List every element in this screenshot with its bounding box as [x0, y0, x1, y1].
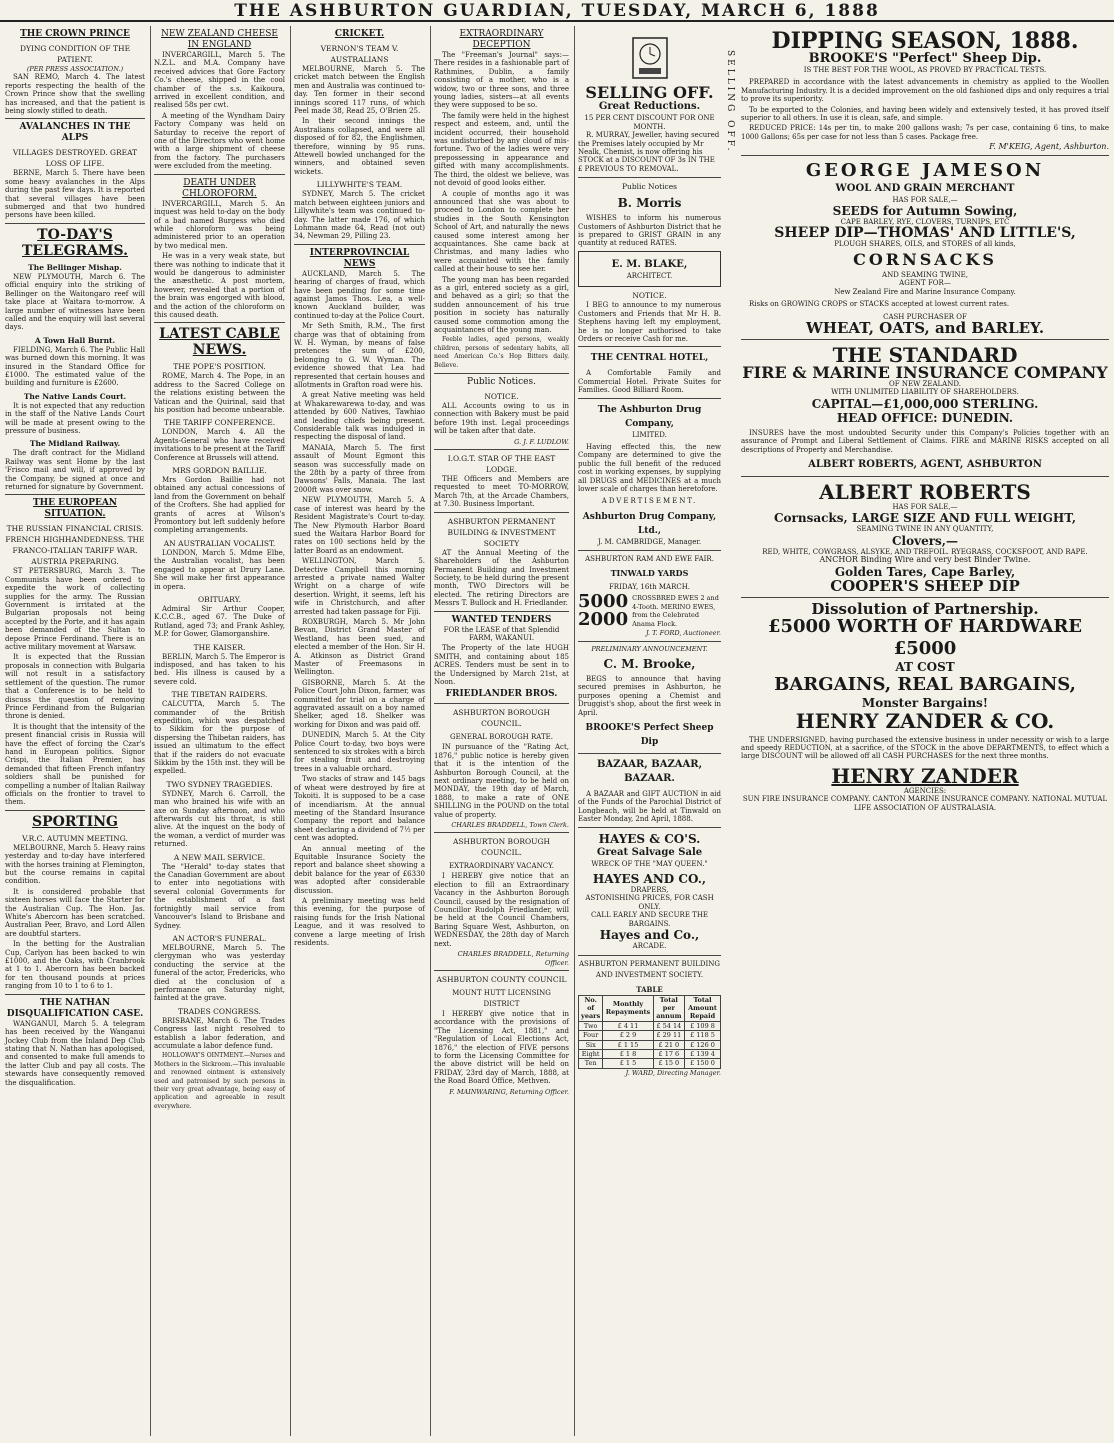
article-european: ST PETERSBURG, March 3. The Communists have been ordered to expedite the work of collecting supplies for the army. The Russian Government is irritated at the Bulgarian proposals not being accepted by the Porte, and it has again been demanded of the Sultan to depose Prince Ferdinand. There is an active military movement at Warsaw. [5, 567, 145, 652]
borough-council-2: ASHBURTON BOROUGH COUNCIL. [453, 837, 550, 858]
bargains: BARGAINS, REAL BARGAINS, [774, 673, 1076, 695]
murray-body: R. MURRAY, Jeweller, having secured the Premises lately occupied by Mr Nealk, Chemist, is now offering his STOCK at a DISCOUNT OF 3s IN THE £ PREVIOUS TO REMOVAL. [578, 131, 720, 173]
tenders-sig: FRIEDLANDER BROS. [445, 689, 558, 700]
hardware: £5000 WORTH OF HARDWARE £5000 [767, 615, 1083, 659]
drug-limited: LIMITED. [632, 430, 667, 439]
article-crown-prince: SAN REMO, March 4. The latest reports respecting the health of the Crown Prince show that the swelling has increased, and that the patient is being slowly stifled to death. [5, 73, 145, 116]
dip-sig: F. M'KEIG, Agent, Ashburton. [989, 142, 1109, 152]
headline-baillie: MRS GORDON BAILLIE. [172, 466, 267, 476]
table-cell: £ 54 14 [653, 1021, 684, 1030]
ram-ewe-fair: ASHBURTON RAM AND EWE FAIR. [585, 555, 714, 564]
table-row [579, 1049, 721, 1058]
call-early: CALL EARLY AND SECURE THE BARGAINS. [590, 911, 709, 928]
at-cost: AT COST [895, 659, 955, 674]
borough-2-sig: CHARLES BRADDELL, Returning Officer. [457, 950, 569, 967]
table-cell: £ 139 4 [685, 1049, 721, 1058]
hayes-arcade: Hayes and Co., [599, 928, 700, 943]
perm-sig: J. WARD, Directing Manager. [625, 1068, 721, 1077]
roberts-sale: HAS FOR SALE,— [892, 502, 958, 511]
headline-mail-service: A NEW MAIL SERVICE. [173, 852, 266, 862]
selling-off-title: SELLING OFF. [585, 83, 714, 103]
article-avalanches: BERNE, March 5. There have been some heavy avalanches in the Alps during the past few days. It is reported that several villages have been submerged and that two hundred persons have been killed. [5, 169, 145, 220]
county-sig: F. MAINWARING, Returning Officer. [449, 1087, 569, 1096]
risks: Risks on GROWING CROPS or STACKS accepted at lowest current rates. [749, 300, 1010, 309]
headline-todays-telegrams: TO-DAY'S TELEGRAMS. [21, 226, 129, 259]
table-header: Total per annum [653, 995, 684, 1021]
column-4: EXTRAORDINARY DECEPTION The "Freeman's Journal" says:—There resides in a fashionable part of Rathmines, Dublin, a family consisting of a mother, who is a widow, two or three sons, and three young ladies, sisters—at all events they were supposed to be so. The family were held in the highest respect and esteem, and, until the incident occurred, their household was undisturbed by any cloud of mis-fortune. Two of the ladies were very prepossessing in appearance and gifted with many accomplishments. The third, the oldest we believe, was not devoid of good looks either. A couple of months ago it was announced that she was about to proceed to London to complete her studies in the South Kensington School of Art, and naturally the news caused some interest among her acquaintances. She came back at Christmas, and many ladies who were acquainted with the family called at their house to see her. The young man has been regarded as a girl, entered society as a girl, and behaved as a girl; so that the sudden announcement of his true position in society has naturally caused some commotion among the acquaintances of the young man. Feeble ladies, aged persons, weakly children, persons of sedentary habits, all need American Co.'s Hop Bitters daily. Believe. Public Notices. NOTICE. ALL Accounts owing to us in connection with Bakery must be paid before 19th inst. Legal proceedings will be taken after that date. G. J. F. LUDLOW. I.O.G.T. STAR OF THE EAST LODGE. THE Officers and Members are requested to meet TO-MORROW, March 7th, at the Arcade Chambers, at 7.30. Business Important. ASHBURTON PERMANENT BUILDING & INVESTMENT SOCIETY AT the Annual Meeting of the Shareholders of the Ashburton Permanent Building and Investment Society, to be held during the present month, TWO Directors will be elected. The retiring Directors are Messrs T. Bullock and H. Friedlander. WANTED TENDERS FOR the LEASE of that Splendid FARM, WAKANUI. The Property of the late HUGH SMITH, and containing about 185 ACRES. Tenders must be sent in to the Undersigned by March 21st, at Noon. FRIEDLANDER BROS. ASHBURTON BOROUGH COUNCIL. GENERAL BOROUGH RATE. IN pursuance of the "Rating Act, 1876," public notice is hereby given that it is the intention of the Ashburton Borough Council, at the next ordinary meeting, to be held on MONDAY, the 19th day of March, 1888, to make a rate of ONE SHILLING in the POUND on the total value of property. CHARLES BRADDELL, Town Clerk. ASHBURTON BOROUGH COUNCIL. EXTRAORDINARY VACANCY. I HEREBY give notice that an election to fill an Extraordinary Vacancy in the Ashburton Borough Council, caused by the resignation of Councillor Rudolph Friedlander, will be held at the Council Chambers, Baring Square West, Ashburton, on WEDNESDAY, the 28th day of March next. CHARLES BRADDELL, Returning Officer. ASHBURTON COUNTY COUNCIL MOUNT HUTT LICENSING DISTRICT I HEREBY give notice that in accordance with the provisions of "The Licensing Act, 1881," and "Regulation of Local Elections Act, 1876," the election of FIVE persons to form the Licensing Committee for the above district will be held on FRIDAY, 23rd day of March, 1888, at the Road Board Office, Methven. F. MAINWARING, Returning Officer. [430, 26, 572, 1436]
headline-obituary: OBITUARY. [198, 594, 241, 604]
headline-cheese: NEW ZEALAND CHEESE IN ENGLAND [161, 29, 278, 50]
cash-purchaser: CASH PURCHASER OF [883, 312, 967, 321]
dip-body: PREPARED in accordance with the latest advancements in chemistry as applied to the Woollen Manufacturing Industry. It is a decided improvement on the old fashioned dips and only requires a trial to prove its superiority. [741, 78, 1109, 104]
headline-kaiser: THE KAISER. [193, 642, 246, 652]
salvage-sale: Great Salvage Sale [596, 846, 703, 858]
cornsacks: CORNSACKS [853, 249, 997, 269]
table-cell: £ 109 8 [685, 1021, 721, 1030]
notice-5: NOTICE. [632, 291, 667, 301]
county-council: ASHBURTON COUNTY COUNCIL [436, 974, 567, 984]
standard-title: THE STANDARD [832, 342, 1018, 367]
table-cell: £ 21 0 [653, 1040, 684, 1049]
hayes-salvage: HAYES & CO'S. [598, 831, 701, 846]
subhead-bellinger: The Bellinger Mishap. [28, 262, 122, 272]
table-cell: £ 2 9 [603, 1031, 653, 1040]
standard-liability: WITH UNLIMITED LIABILITY OF SHAREHOLDERS. [831, 388, 1019, 397]
mount-hutt: MOUNT HUTT LICENSING DISTRICT [452, 988, 551, 1008]
anchor-wire: ANCHOR Binding Wire and very best Binder Twine. [819, 555, 1031, 565]
capital: CAPITAL—£1,000,000 STERLING. [811, 396, 1039, 411]
table-cell: £ 15 0 [653, 1059, 684, 1068]
headline-vocalist: AN AUSTRALIAN VOCALIST. [163, 538, 276, 548]
dip-tag: IS THE BEST FOR THE WOOL, AS PROVED BY PRACTICAL TESTS. [803, 66, 1047, 74]
table-row [579, 1059, 721, 1068]
borough-1-sig: CHARLES BRADDELL, Town Clerk. [451, 821, 569, 830]
cornsacks-sub: AND SEAMING TWINE, [882, 270, 968, 279]
twine: SEAMING TWINE IN ANY QUANTITY, [856, 525, 994, 534]
table-row [579, 1031, 721, 1040]
repayment-table-title: TABLE [636, 984, 663, 994]
coopers-dip: COOPER'S SHEEP DIP [830, 576, 1020, 595]
sheep-count-1: 5000 [578, 591, 629, 613]
clovers: Clovers,— [892, 533, 958, 548]
jameson-trade: WOOL AND GRAIN MERCHANT [835, 182, 1015, 194]
side-text: SELLING OFF. [725, 50, 735, 154]
table-cell: Eight [579, 1049, 603, 1058]
extraordinary-vacancy: EXTRAORDINARY VACANCY. [448, 862, 555, 871]
article-pope: ROME, March 4. The Pope, in an address to the Sacred College on the relations existing between the Vatican and the Quirinal, said that his position had become unbearable. [154, 372, 285, 414]
great-reductions: Great Reductions. [598, 101, 701, 113]
column-3: CRICKET. VERNON'S TEAM V. AUSTRALIANS MELBOURNE, March 5. The cricket match between the English men and Australia was continued to-day. Ten former in their second innings scored 117 runs, of which Peel made 38, Read 25, O'Brien 25. In their second innings the Australians collapsed, and were all disposed of for 82, the Englishmen, therefore, winning by 95 runs. Attewell bowled unchanged for the winners, and obtained seven wickets. LILLYWHITE'S TEAM. SYDNEY, March 5. The cricket match between eighteen juniors and Lillywhite's team was continued to-day. The latter made 176, of which Lohmann made 64, Read (not out) 34, Newman 29, Pilling 23. INTERPROVINCIAL NEWS AUCKLAND, March 5. The hearing of charges of fraud, which have been pending for some time against Jamos Thos. Lea, a well-known Auckland builder, was continued to-day at the Police Court. Mr Seth Smith, R.M., The first charge was that of obtaining from W. H. Wyman, by means of false pretences the sum of £200, belonging to G. W. Wyman. The evidence showed that Lea had represented that certain houses and allotments in Grafton road were his. A great Native meeting was held at Whakarewarewa to-day, and was attended by 600 Natives, Tawhiao and leading chiefs being present. Considerable talk was indulged in respecting the disposal of land. MANAIA, March 5. The first assault of Mount Egmont this season was successfully made on the 28th by a party of three from Dawsons' Falls, Manaia. The last 2000ft was over snow. NEW PLYMOUTH, March 5. A case of interest was heard by the Resident Magistrate's Court to-day. The New Plymouth Harbor Board sued the Waitara Harbor Board for rates on 100 sections held by the latter Board as an endowment. WELLINGTON, March 5. Detective Campbell this morning arrested a private named Walter Wright on a charge of wife desertion. Wright, it seems, left his wife in Christchurch, and after arrested had taken passage for Fiji. ROXBURGH, March 5. Mr John Bevan, District Grand Master of Westland, has been sued, and elected a member of the Hon. Sir H. A. Atkinson as District Grand Master of Freemasons in Wellington. GISBORNE, March 5. At the Police Court John Dixon, farmer, was committed for trial on a charge of aggravated assault on a boy named Shelker, aged 18. Shelker was working for Dixon and was paid off. DUNEDIN, March 5. At the City Police Court to-day, two boys were sentenced to six strokes with a birch for stealing fruit and destroying trees in a valuable orchard. Two stacks of straw and 145 bags of wheat were destroyed by fire at Tokoiti. It is supposed to be a case of incendiarism. At the annual meeting of the Standard Insurance Company the report and balance sheet declaring a dividend of 7½ per cent was adopted. An annual meeting of the Equitable Insurance Society the report and balance sheet showing a debit balance for the year of £6330 was adopted after considerable discussion. A preliminary meeting was held this evening, for the purpose of raising funds for the Irish National League, and it was resolved to convene a large meeting of Irish residents. [290, 26, 428, 1436]
hotel-body: A Comfortable Family and Commercial Hotel. Private Suites for Families. Good Billiard Room. [578, 369, 721, 395]
iogt-lodge: I.O.G.T. STAR OF THE EAST LODGE. [447, 454, 556, 475]
column-5: SELLING OFF. Great Reductions. 15 PER CENT DISCOUNT FOR ONE MONTH. R. MURRAY, Jeweller, having secured the Premises lately occupied by Mr Nealk, Chemist, is now offering his STOCK at a DISCOUNT OF 3s IN THE £ PREVIOUS TO REMOVAL. Public Notices B. Morris WISHES to inform his numerous Customers of Ashburton District that he is prepared to GRIST GRAIN in any quantity at reduced RATES. E. M. BLAKE, ARCHITECT. NOTICE. I BEG to announce to my numerous Customers and Friends that Mr H. B. Stephens having left my employment, he is no longer authorised to take Orders or receive Cash for me. THE CENTRAL HOTEL, A Comfortable Family and Commercial Hotel. Private Suites for Families. Good Billiard Room. The Ashburton Drug Company, LIMITED. Having effected this, the new Company are determined to give the public the full benefit of the reduced cost in working expenses, by supplying all DRUGS and MEDICINES at a much lower scale of charges than heretofore. ADVERTISEMENT. Ashburton Drug Company, Ltd., J. M. CAMBRIDGE, Manager. ASHBURTON RAM AND EWE FAIR. TINWALD YARDS FRIDAY, 16th MARCH. 5000 2000 CROSSBRED EWES 2 and 4-Tooth. MERINO EWES, from the Celebrated Anama Flock. J. T. FORD, Auctioneer. PRELIMINARY ANNOUNCEMENT. C. M. Brooke, BEGS to announce that having secured premises in Ashburton, he purposes opening a Chemist and Druggist's shop, about the first week in April. BROOKE'S Perfect Sheep Dip BAZAAR, BAZAAR, BAZAAR. A BAZAAR and GIFT AUCTION in aid of the Funds of the Parochial District of Longbeach, will be held at Tinwald on Easter Monday, 2nd April, 1888. HAYES & CO'S. Great Salvage Sale WRECK OF THE "MAY QUEEN." HAYES AND CO., DRAPERS, ASTONISHING PRICES, FOR CASH ONLY. CALL EARLY AND SECURE THE BARGAINS. Hayes and Co., ARCADE. ASHBURTON PERMANENT BUILDING AND INVESTMENT SOCIETY. TABLE No. of years Monthly Repayments Total per annum Total Amount Repaid Two £ 4 11 £ 54 14 £ 109 8 Four £ 2 9 £ 29 11 £ 118 5 Six £ 1 15 £ 21 0 £ 126 0 Eight £ 1 8 £ 17 6 £ 139 4 Ten £ 1 5 £ 15 0 £ 150 0 J. WARD, Directing Manager. [574, 26, 724, 1436]
borough-rate: GENERAL BOROUGH RATE. [450, 733, 553, 742]
table-cell: £ 1 5 [603, 1059, 653, 1068]
subhead-cricket: VERNON'S TEAM V. AUSTRALIANS [320, 44, 399, 64]
morris-name: B. Morris [617, 196, 682, 211]
advertisement-label: ADVERTISEMENT. [601, 497, 698, 506]
agencies: AGENCIES: [903, 786, 947, 795]
subhead-avalanches: VILLAGES DESTROYED. GREAT LOSS OF LIFE. [12, 148, 138, 169]
table-cell: £ 150 0 [685, 1059, 721, 1068]
brookes-dip: BROOKE'S "Perfect" Sheep Dip. [808, 51, 1042, 66]
newspaper-title: THE ASHBURTON GUARDIAN, TUESDAY, MARCH 6, 1888 [234, 1, 880, 21]
astonishing-prices: ASTONISHING PRICES, FOR CASH ONLY. [585, 894, 714, 911]
headline-trades-congress: TRADES CONGRESS. [178, 1006, 261, 1016]
headline-cricket: CRICKET. [334, 29, 385, 39]
article-vrc: MELBOURNE, March 5. Heavy rains yesterday and to-day have interfered with the horses training at Flemington, but the course remains in capital condition. [5, 843, 145, 886]
headline-chloroform: DEATH UNDER CHLOROFORM. [182, 177, 257, 199]
morris-body: WISHES to inform his numerous Customers of Ashburton District that he is prepared to GRIST GRAIN in any quantity at reduced RATES. [578, 214, 721, 248]
headline-sydney-tragedies: TWO SYDNEY TRAGEDIES. [166, 779, 273, 789]
tenders-farm: FOR the LEASE of that Splendid FARM, WAKANUI. [443, 625, 560, 642]
perm-building-society: ASHBURTON PERMANENT BUILDING & INVESTMENT SOCIETY [447, 516, 556, 548]
headline-tibetan: THE TIBETAN RAIDERS. [171, 690, 268, 700]
clock-icon [625, 32, 675, 82]
hayes-drapers: HAYES AND CO., [592, 872, 707, 887]
table-cell: £ 29 11 [653, 1031, 684, 1040]
seeds-list: CAPE BARLEY, RYE, CLOVERS, TURNIPS, ETC [840, 218, 1010, 227]
agent-company: New Zealand Fire and Marine Insurance Company. [834, 287, 1016, 296]
article-town-hall: FIELDING, March 6. The Public Hall was burned down this morning. It was insured in the Standard Office for £1000. The estimated value of the building and furniture is £2600. [5, 345, 145, 388]
table-cell: £ 126 0 [685, 1040, 721, 1049]
bazaar-body: A BAZAAR and GIFT AUCTION in aid of the Funds of the Parochial District of Longbeach, will be held at Tinwald on Easter Monday, 2nd April, 1888. [578, 790, 721, 824]
article-chloroform: INVERCARGILL, March 5. An inquest was held to-day on the body of a bad named Burgess who died while chloroform was being administered prior to an operation by two medical men. [154, 199, 285, 250]
agencies-list: SUN FIRE INSURANCE COMPANY. CANTON MARINE INSURANCE COMPANY. NATIONAL MUTUAL LIFE ASSOCIATION OF AUSTRALASIA. [742, 795, 1108, 812]
tinwald-date: FRIDAY, 16th MARCH. [608, 583, 691, 592]
table-cell: £ 4 11 [603, 1021, 653, 1030]
perm-society-5: ASHBURTON PERMANENT BUILDING AND INVESTMENT SOCIETY. [578, 959, 721, 979]
dip-price: REDUCED PRICE: 14s per tin, to make 200 gallons wash; 7s per case, containing 6 tins, to make 1000 Gallons; 65s per case for not less than 5 cases. Package free. [741, 124, 1109, 141]
roberts-name: ALBERT ROBERTS [819, 479, 1031, 504]
subhead-vrc: V.R.C. AUTUMN MEETING. [22, 833, 128, 843]
jameson-name: GEORGE JAMESON [805, 159, 1045, 181]
subhead-native-lands: The Native Lands Court. [23, 391, 127, 401]
standard-company: FIRE & MARINE INSURANCE COMPANY [742, 362, 1108, 382]
article-cricket: MELBOURNE, March 5. The cricket match between the English men and Australia was continued to-day. Ten former in their second innings scored 117 runs, of which Peel made 38, Read 25, O'Brien 25. [294, 65, 425, 116]
headline-european-situation: THE EUROPEAN SITUATION. [32, 498, 118, 520]
press-credit: (PER PRESS ASSOCIATION.) [26, 65, 124, 73]
blake-name: E. M. BLAKE, [611, 258, 688, 270]
repayment-table [578, 995, 721, 1069]
agent-for: AGENT FOR— [899, 279, 951, 288]
table-header: Monthly Repayments [603, 995, 653, 1021]
roberts-agent: ALBERT ROBERTS, AGENT, ASHBURTON [808, 458, 1042, 470]
subhead-popes-position: THE POPE'S POSITION. [173, 362, 266, 372]
monster-bargains: Monster Bargains! [861, 695, 989, 710]
table-cell: Six [579, 1040, 603, 1049]
drug-sig: J. M. CAMBRIDGE, Manager. [597, 537, 702, 546]
headline-actors-funeral: AN ACTOR'S FUNERAL. [172, 933, 267, 943]
bazaar-title: BAZAAR, BAZAAR, BAZAAR. [596, 759, 703, 785]
notice-bakery-sig: G. J. F. LUDLOW. [514, 437, 569, 446]
table-row [579, 1040, 721, 1049]
table-row [579, 1021, 721, 1030]
may-queen: WRECK OF THE "MAY QUEEN." [591, 859, 708, 868]
section-public-notices: Public Notices. [467, 377, 536, 388]
drug-company-ltd: Ashburton Drug Company, Ltd., [582, 511, 717, 536]
dipping-season: DIPPING SEASON, 1888. [771, 28, 1079, 54]
headline-nathan: THE NATHAN DISQUALIFICATION CASE. [6, 997, 144, 1019]
standard-nz: OF NEW ZEALAND. [889, 379, 961, 388]
table-cell: £ 1 15 [603, 1040, 653, 1049]
henry-zander: HENRY ZANDER [831, 763, 1019, 788]
wheat-oats-barley: WHEAT, OATS, and BARLEY. [805, 318, 1045, 337]
subhead-town-hall: A Town Hall Burnt. [34, 335, 116, 345]
headline-crown-prince: THE CROWN PRINCE [20, 29, 130, 39]
table-header: Total Amount Repaid [685, 995, 721, 1021]
headline-sporting: SPORTING [32, 813, 118, 830]
seeds: SEEDS for Autumn Sowing, [832, 204, 1018, 219]
table-cell: £ 118 5 [685, 1031, 721, 1040]
table-cell: Two [579, 1021, 603, 1030]
masthead [0, 0, 1114, 22]
article-bellinger: NEW PLYMOUTH, March 6. The official enquiry into the striking of Bellinger on the Waitongaro reef will take place at Waitara to-morrow. A large number of witnesses have been called and the enquiry will last several days. [5, 272, 145, 332]
article-interprovincial: AUCKLAND, March 5. The hearing of charges of fraud, which have been pending for some time against Jamos Thos. Lea, a well-known Auckland builder, was continued to-day at the Police Court. [294, 269, 425, 320]
notice-heading: NOTICE. [484, 392, 519, 402]
table-cell: £ 1 8 [603, 1049, 653, 1058]
headline-avalanches: AVALANCHES IN THE ALPS [19, 122, 131, 144]
murray-selling-off-ad [578, 30, 721, 173]
column-6: DIPPING SEASON, 1888. BROOKE'S "Perfect" Sheep Dip. IS THE BEST FOR THE WOOL, AS PROVED BY PRACTICAL TESTS. PREPARED in accordance with the latest advancements in chemistry as applied to the Woollen Manufacturing Industry. It is a decided improvement on the old fashioned dips and only requires a trial to prove its superiority. To be exported to the Colonies, and having been widely and extensively tested, it has proved itself superior to all others. In use it is clean, safe, and simple. REDUCED PRICE: 14s per tin, to make 200 gallons wash; 7s per case, containing 6 tins, to make 1000 Gallons; 65s per case for not less than 5 cases. Package free. F. M'KEIG, Agent, Ashburton. GEORGE JAMESON WOOL AND GRAIN MERCHANT HAS FOR SALE,— SEEDS for Autumn Sowing, CAPE BARLEY, RYE, CLOVERS, TURNIPS, ETC SHEEP DIP—THOMAS' AND LITTLE'S, PLOUGH SHARES, OILS, and STORES of all kinds, CORNSACKS AND SEAMING TWINE, AGENT FOR— New Zealand Fire and Marine Insurance Company. Risks on GROWING CROPS or STACKS accepted at lowest current rates. CASH PURCHASER OF WHEAT, OATS, and BARLEY. THE STANDARD FIRE & MARINE INSURANCE COMPANY OF NEW ZEALAND. WITH UNLIMITED LIABILITY OF SHAREHOLDERS. CAPITAL—£1,000,000 STERLING. HEAD OFFICE: DUNEDIN. INSURES have the most undoubted Security under this Company's Policies together with an assurance of Prompt and Liberal Settlement of Claims. FIRE and MARINE RISKS accepted on all descriptions of Property and Merchandise. ALBERT ROBERTS, AGENT, ASHBURTON ALBERT ROBERTS HAS FOR SALE,— Cornsacks, LARGE SIZE AND FULL WEIGHT, SEAMING TWINE IN ANY QUANTITY, Clovers,— RED, WHITE, COWGRASS, ALSYKE, AND TREFOIL. RYEGRASS, COCKSFOOT, AND RAPE. ANCHOR Binding Wire and very best Binder Twine. Golden Tares, Cape Barley, COOPER'S SHEEP DIP Dissolution of Partnership. £5000 WORTH OF HARDWARE £5000 AT COST BARGAINS, REAL BARGAINS, Monster Bargains! HENRY ZANDER & CO. THE UNDERSIGNED, having purchased the extensive business in under necessity or wish to a large and speedy REDUCTION, at a sacrifice, of the STOCK in the above DEPARTMENTS, to effect which a large DISCOUNT will be allowed off all CASH PURCHASES for the next three months. HENRY ZANDER AGENCIES: SUN FIRE INSURANCE COMPANY. CANTON MARINE INSURANCE COMPANY. NATIONAL MUTUAL LIFE ASSOCIATION OF AUSTRALASIA. [741, 28, 1109, 812]
brooke-name: C. M. Brooke, [603, 657, 696, 671]
zander-co: HENRY ZANDER & CO. [795, 708, 1055, 733]
head-office: HEAD OFFICE: DUNEDIN. [836, 410, 1014, 425]
discount-offer: 15 PER CENT DISCOUNT FOR ONE MONTH. [584, 114, 715, 131]
article-deception: The "Freeman's Journal" says:—There resides in a fashionable part of Rathmines, Dublin, a family consisting of a mother, who is a widow, two or three sons, and three young ladies, sisters—at all events they were supposed to be so. [434, 51, 569, 110]
central-hotel: THE CENTRAL HOTEL, [590, 353, 709, 364]
table-cell: £ 17 6 [653, 1049, 684, 1058]
cornsacks-2: Cornsacks, LARGE SIZE AND FULL WEIGHT, [773, 511, 1077, 526]
sheep-count-2: 2000 [578, 609, 629, 631]
headline-deception: EXTRAORDINARY DECEPTION [459, 29, 544, 50]
dissolution: Dissolution of Partnership. [811, 599, 1039, 618]
jameson-sale: HAS FOR SALE,— [892, 195, 958, 204]
table-header: No. of years [579, 995, 603, 1021]
golden-tares: Golden Tares, Cape Barley, [834, 564, 1016, 579]
notice-bakery: ALL Accounts owing to us in connection with Bakery must be paid before 19th inst. Legal proceedings will be taken after that date. [434, 402, 569, 436]
plough: PLOUGH SHARES, OILS, and STORES of all kinds, [834, 240, 1016, 249]
ford-sig: J. T. FORD, Auctioneer. [645, 629, 721, 638]
table-cell: Ten [579, 1059, 603, 1068]
wanted-tenders: WANTED TENDERS [451, 614, 552, 625]
headline-tariff: THE TARIFF CONFERENCE. [163, 418, 276, 428]
headline-latest-cable: LATEST CABLE NEWS. [159, 326, 280, 359]
arcade: ARCADE. [632, 942, 667, 951]
column-2: NEW ZEALAND CHEESE IN ENGLAND INVERCARGILL, March 5. The N.Z.L. and M.A. Company have received advices that Gore Factory Co.'s cheese, shipped in the cool chamber of the s.s. Kaikoura, arrived in excellent condition, and realised 58s per cwt. A meeting of the Wyndham Dairy Factory Company was held on Saturday to receive the report of one of the Directors who went home with a large shipment of cheese from the factory. The purchasers were excluded from the meeting. DEATH UNDER CHLOROFORM. INVERCARGILL, March 5. An inquest was held to-day on the body of a bad named Burgess who died while chloroform was being administered prior to an operation by two medical men. He was in a very weak state, but there was nothing to indicate that it would be dangerous to administer the anæsthetic. A post mortem, however, revealed that a portion of the brain was engorged with blood, and the action of the chloroform on this caused death. LATEST CABLE NEWS. THE POPE'S POSITION. ROME, March 4. The Pope, in an address to the Sacred College on the relations existing between the Vatican and the Quirinal, said that his position had become unbearable. THE TARIFF CONFERENCE. LONDON, March 4. All the Agents-General who have received invitations to be present at the Tariff Conference at Brussels will attend. MRS GORDON BAILLIE. Mrs Gordon Baillie had not obtained any actual concessions of land from the Government on behalf of the Crofters. She had applied for grants of acres at Wilson's Promontory but left suddenly before completing arrangements. AN AUSTRALIAN VOCALIST. LONDON, March 5. Mdme Elbe, the Australian vocalist, has been engaged to appear at Drury Lane. She will make her first appearance in opera. OBITUARY. Admiral Sir Arthur Cooper, K.C.C.B., aged 67. The Duke of Rutland, aged 73; and Frank Ashley, M.P. for Gower, Glamorganshire. THE KAISER. BERLIN, March 5. The Emperor is indisposed, and has taken to his bed. His illness is caused by a severe cold. THE TIBETAN RAIDERS. CALCUTTA, March 5. The commander of the British expedition, which was despatched to Sikkim for the purpose of dispersing the Thibetan raiders, has issued an ultimatum to the effect that if the raiders do not evacuate Sikkim by the 15th inst. they will be expelled. TWO SYDNEY TRAGEDIES. SYDNEY, March 6. Carroll, the man who brained his wife with an axe on Sunday afternoon, and who afterwards cut his throat, is still alive. At the inquest on the body of the woman, a verdict of murder was returned. A NEW MAIL SERVICE. The "Herald" to-day states that the Canadian Government are about to enter into negotiations with several colonial Governments for the establishment of a fast fortnightly mail service from Vancouver's Island to Brisbane and Sydney. AN ACTOR'S FUNERAL. MELBOURNE, March 5. The clergyman who was yesterday conducting the service at the funeral of the actor, Fredericks, who died at the conclusion of a performance on Saturday night, fainted at the grave. TRADES CONGRESS. BRISBANE, March 6. The Trades Congress last night resolved to establish a labor federation, and accumulate a labor defence fund. HOLLOWAY'S OINTMENT.—Nurses and Mothers in the Sickroom.—This invaluable and renowned ointment is extensively used and patronised by such persons in their very great advantage, being easy of application and agreeable in result everywhere. [150, 26, 288, 1436]
tinwald-yards: TINWALD YARDS [610, 568, 689, 579]
drug-company: The Ashburton Drug Company, [597, 404, 702, 429]
table-cell: Four [579, 1031, 603, 1040]
blake-title: ARCHITECT. [626, 271, 673, 280]
headline-interprovincial: INTERPROVINCIAL NEWS [309, 247, 410, 269]
borough-council-1: ASHBURTON BOROUGH COUNCIL. [453, 708, 550, 729]
column-1: THE CROWN PRINCE DYING CONDITION OF THE PATIENT. (PER PRESS ASSOCIATION.) SAN REMO, March 4. The latest reports respecting the health of the Crown Prince show that the swelling has increased, and that the patient is being slowly stifled to death. AVALANCHES IN THE ALPS VILLAGES DESTROYED. GREAT LOSS OF LIFE. BERNE, March 5. There have been some heavy avalanches in the Alps during the past few days. It is reported that several villages have been submerged and that two hundred persons have been killed. TO-DAY'S TELEGRAMS. The Bellinger Mishap. NEW PLYMOUTH, March 6. The official enquiry into the striking of Bellinger on the Waitongaro reef will take place at Waitara to-morrow. A large number of witnesses have been called and the enquiry will last several days. A Town Hall Burnt. FIELDING, March 6. The Public Hall was burned down this morning. It was insured in the Standard Office for £1000. The estimated value of the building and furniture is £2600. The Native Lands Court. It is not expected that any reduction in the staff of the Native Lands Court will be made at present owing to the pressure of business. The Midland Railway. The draft contract for the Midland Railway was sent Home by the last 'Frisco mail and will, if approved by the Company, be signed at once and returned for signature by Government. THE EUROPEAN SITUATION. THE RUSSIAN FINANCIAL CRISIS. FRENCH HIGHHANDEDNESS. THE FRANCO-ITALIAN TARIFF WAR. AUSTRIA PREPARING. ST PETERSBURG, March 3. The Communists have been ordered to expedite the work of collecting supplies for the army. The Russian Government is irritated at the Bulgarian proposals not being accepted by the Porte, and it has again been demanded of the Sultan to depose Prince Ferdinand. There is an active military movement at Warsaw. It is expected that the Russian proposals in connection with Bulgaria will not result in a satisfactory settlement of the question. The rumor that a Conference is to be held to discuss the question of removing Prince Ferdinand from the Bulgarian throne is denied. It is thought that the intensity of the present financial crisis in Russia will have the effect of forcing the Czar's hand in European politics. Signor Crispi, the Italian Premier, has demanded that fifteen French infantry soldiers shall be punished for compelling a number of Italian Railway officials on the frontier to travel to them. SPORTING V.R.C. AUTUMN MEETING. MELBOURNE, March 5. Heavy rains yesterday and to-day have interfered with the horses training at Flemington, but the course remains in capital condition. It is considered probable that sixteen horses will face the Starter for the Australian Cup. The Hon. Jas. White's Abercorn has been scratched. Australian Peer, Bravo, and Lord Allen are doubtful starters. In the betting for the Australian Cup, Carlyon has been backed to win £1000, and the Oaks, with Cranbrook at 1 to 1. Abercorn has been backed for ten thousand pounds at prices ranging from 10 to 1 to 6 to 1. THE NATHAN DISQUALIFICATION CASE. WANGANUI, March 5. A telegram has been received by the Wanganui Jockey Club from the Inland Dep Club stating that N. Nathan has apologised, and consented to make full amends to the latter Club and pay all costs. The stewards have consequently removed the disqualification. [5, 29, 145, 1087]
article-cheese: INVERCARGILL, March 5. The N.Z.L. and M.A. Company have received advices that Gore Factory Co.'s cheese, shipped in the cool chamber of the s.s. Kaikoura, arrived in excellent condition, and realised 58s per cwt. [154, 51, 285, 110]
public-notices-5: Public Notices [621, 182, 678, 192]
brooke-announcement: PRELIMINARY ANNOUNCEMENT. [591, 644, 708, 653]
headline-lillywhite: LILLYWHITE'S TEAM. [316, 180, 403, 190]
sheep-dip-ad: SHEEP DIP—THOMAS' AND LITTLE'S, [774, 225, 1076, 242]
clovers-list: RED, WHITE, COWGRASS, ALSYKE, AND TREFOIL. RYEGRASS, COCKSFOOT, AND RAPE. [762, 547, 1088, 556]
drapers: DRAPERS, [630, 886, 669, 895]
brooke-dip: BROOKE'S Perfect Sheep Dip [585, 723, 714, 748]
subhead-crown-prince: DYING CONDITION OF THE PATIENT. [19, 44, 131, 64]
subhead-european: THE RUSSIAN FINANCIAL CRISIS. FRENCH HIGHHANDEDNESS. THE FRANCO-ITALIAN TARIFF WAR. AUSTRIA PREPARING. [5, 524, 145, 567]
subhead-midland: The Midland Railway. [29, 439, 121, 449]
